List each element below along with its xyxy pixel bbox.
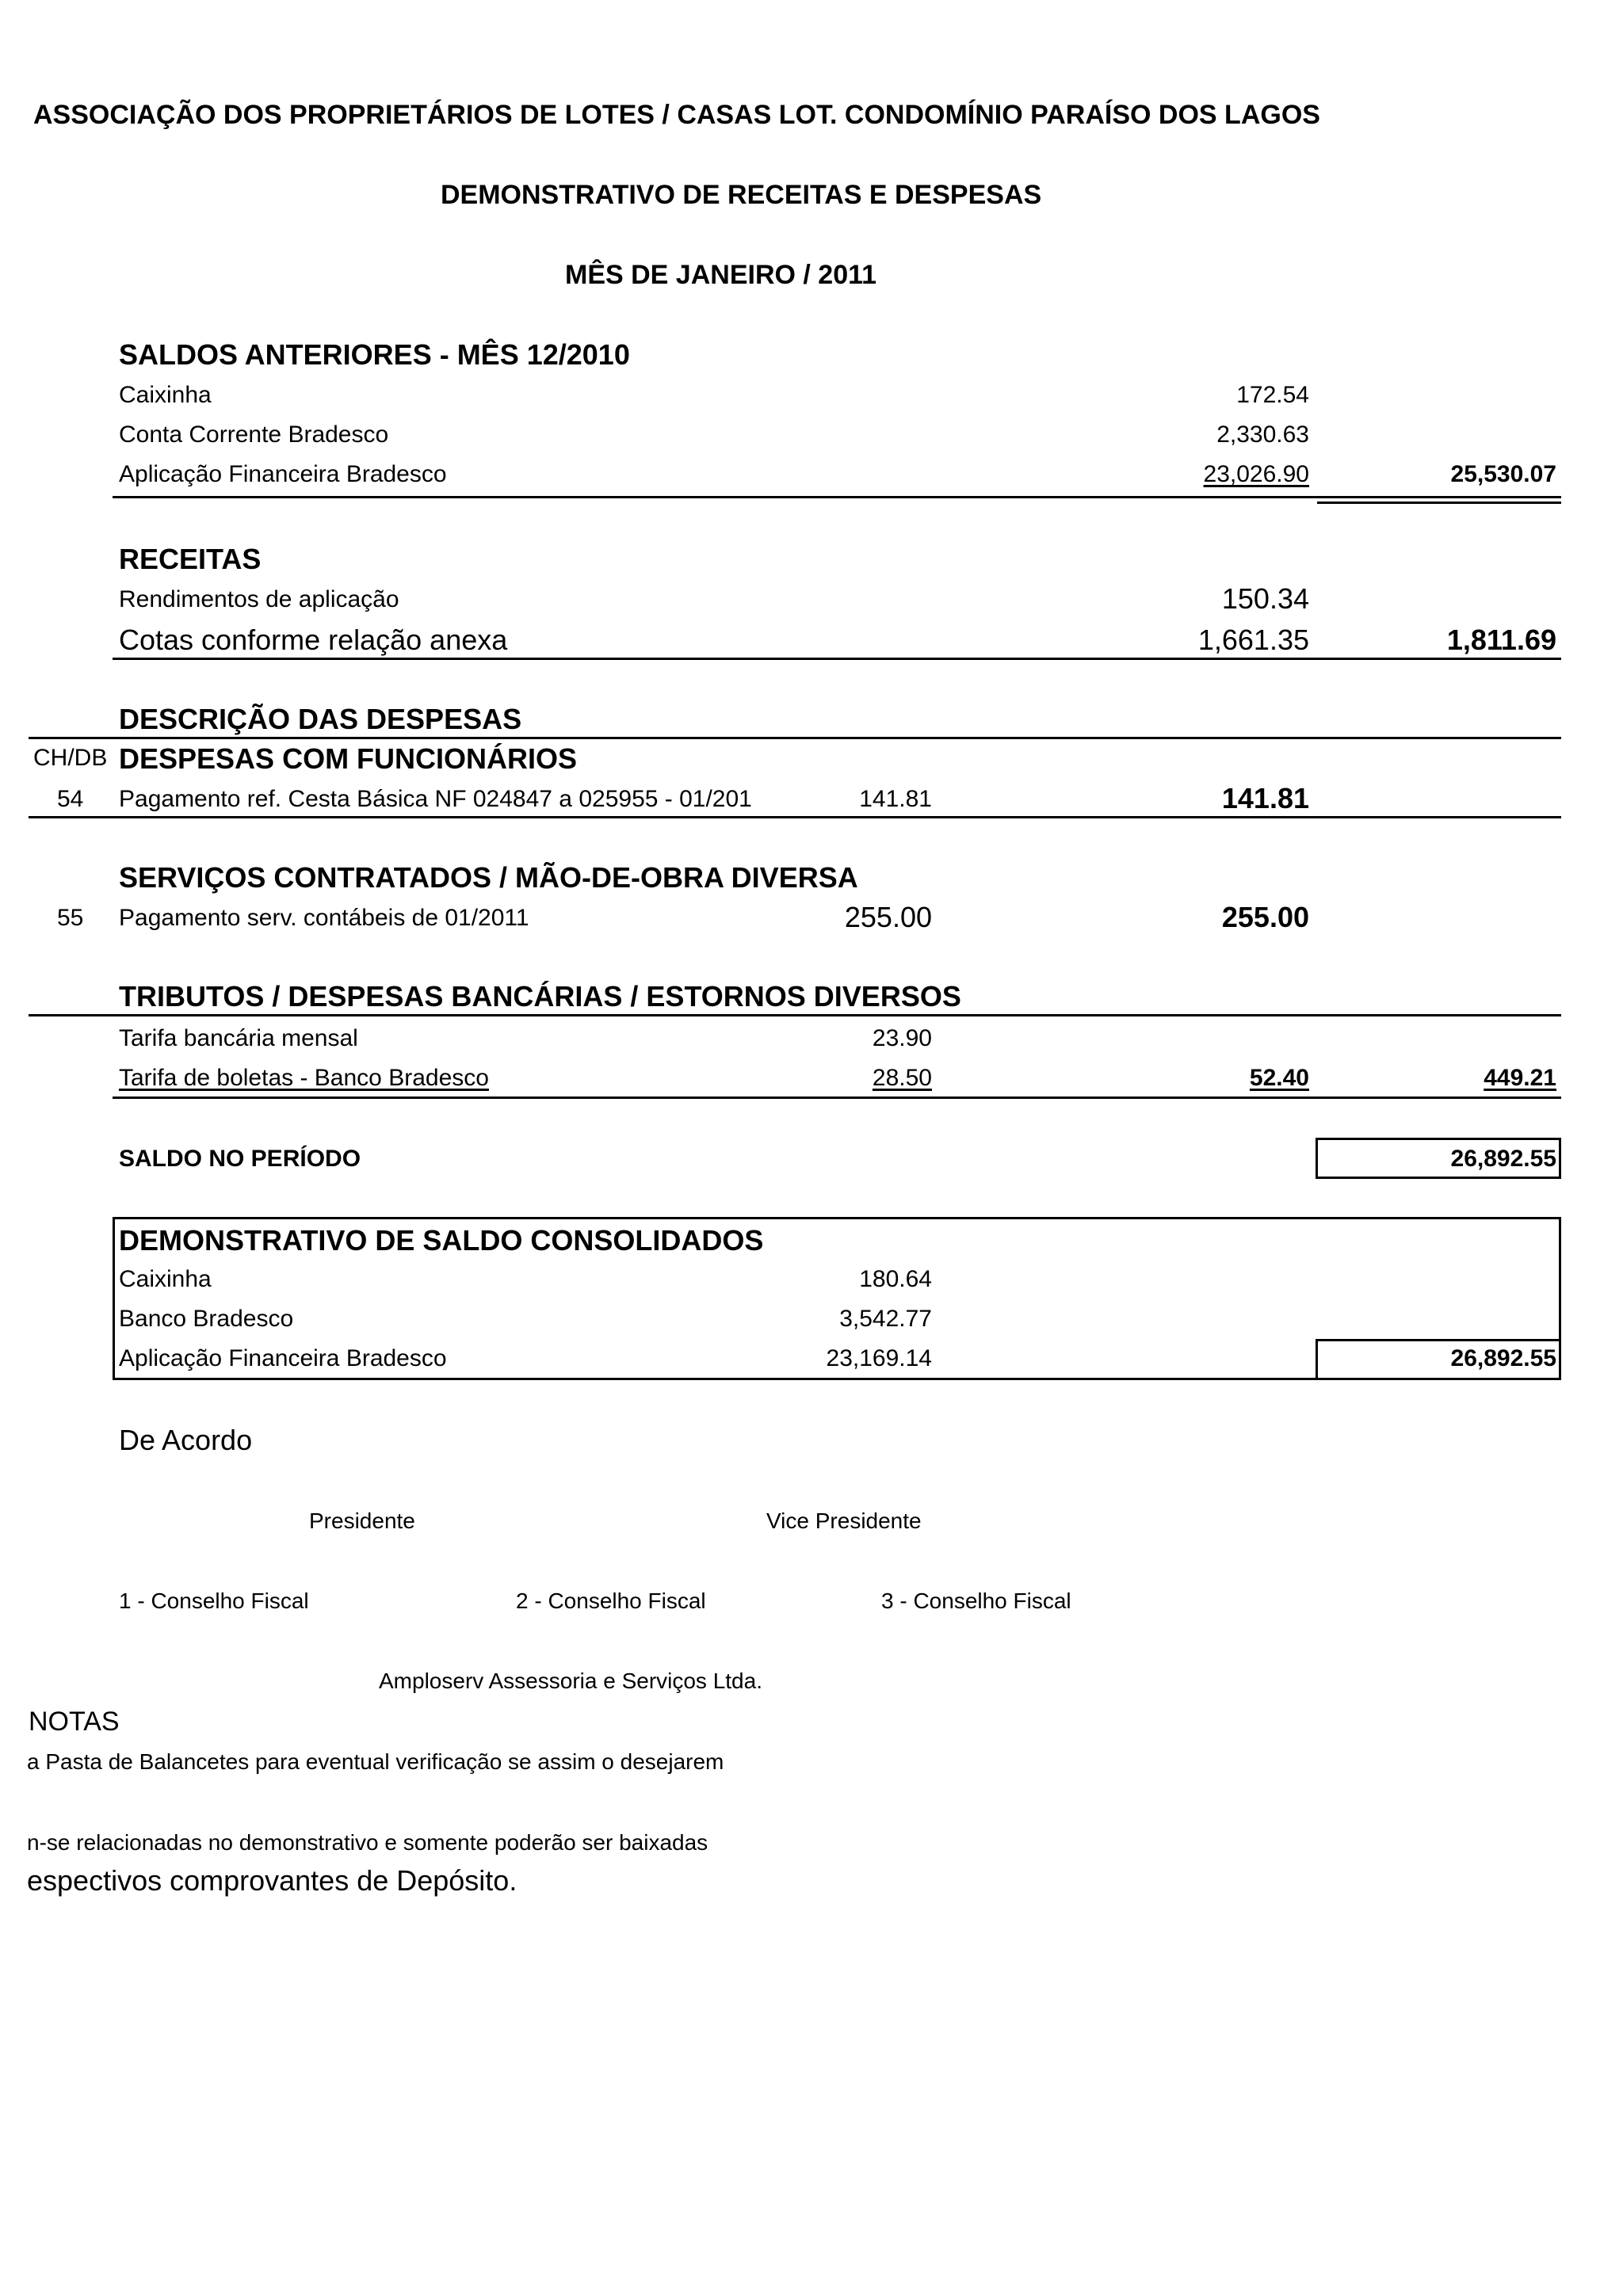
- tributos-subtotal: 52.40: [1249, 1065, 1309, 1091]
- vice-presidente-signature-label: Vice Presidente: [766, 1508, 922, 1533]
- receita-cotas-value: 1,661.35: [1197, 624, 1309, 656]
- consolidado-aplicacao-label: Aplicação Financeira Bradesco: [119, 1345, 447, 1371]
- funcionarios-title: DESPESAS COM FUNCIONÁRIOS: [119, 742, 578, 775]
- consolidado-banco-label: Banco Bradesco: [119, 1306, 294, 1332]
- servicos-amount: 255.00: [844, 901, 932, 933]
- consolidado-title: DEMONSTRATIVO DE SALDO CONSOLIDADOS: [119, 1224, 764, 1257]
- tarifa-boletas-amount: 28.50: [872, 1065, 932, 1091]
- consolidado-caixinha-label: Caixinha: [119, 1266, 212, 1292]
- funcionarios-ch: 54: [57, 786, 84, 812]
- saldos-total-double-line-2: [1317, 502, 1561, 504]
- consolidado-aplicacao-value: 23,169.14: [826, 1345, 932, 1371]
- org-name: ASSOCIAÇÃO DOS PROPRIETÁRIOS DE LOTES / CASAS LOT. CONDOMÍNIO PARAÍSO DOS LAGOS: [33, 100, 1320, 130]
- despesas-divider: [29, 737, 1561, 739]
- tributos-bottom-divider: [113, 1097, 1561, 1099]
- notas-line-2: n-se relacionadas no demonstrativo e somente poderão ser baixadas: [27, 1830, 708, 1855]
- servicos-ch: 55: [57, 905, 84, 931]
- saldo-conta-corrente-value: 2,330.63: [1216, 421, 1309, 448]
- saldos-anteriores-title: SALDOS ANTERIORES - MÊS 12/2010: [119, 338, 630, 371]
- funcionarios-subtotal: 141.81: [1221, 782, 1309, 814]
- saldo-caixinha-label: Caixinha: [119, 382, 212, 408]
- de-acordo: De Acordo: [119, 1424, 253, 1456]
- servicos-subtotal: 255.00: [1221, 901, 1309, 933]
- saldos-divider: [113, 496, 1317, 498]
- consolidado-banco-value: 3,542.77: [839, 1306, 932, 1332]
- despesas-title: DESCRIÇÃO DAS DESPESAS: [119, 703, 522, 735]
- servicos-title: SERVIÇOS CONTRATADOS / MÃO-DE-OBRA DIVERSA: [119, 861, 858, 894]
- tarifa-boletas-label: Tarifa de boletas - Banco Bradesco: [119, 1065, 489, 1091]
- conselho-fiscal-1-label: 1 - Conselho Fiscal: [119, 1589, 309, 1613]
- funcionarios-divider: [29, 816, 1561, 818]
- consolidado-total: 26,892.55: [1450, 1345, 1556, 1371]
- receita-rendimentos-value: 150.34: [1221, 582, 1309, 615]
- saldos-anteriores-total: 25,530.07: [1450, 461, 1556, 487]
- servicos-desc: Pagamento serv. contábeis de 01/2011: [119, 905, 529, 931]
- notas-title: NOTAS: [29, 1707, 120, 1737]
- report-title: DEMONSTRATIVO DE RECEITAS E DESPESAS: [441, 180, 1042, 210]
- receitas-total: 1,811.69: [1446, 624, 1556, 656]
- tributos-title: TRIBUTOS / DESPESAS BANCÁRIAS / ESTORNOS DIVERSOS: [119, 980, 961, 1013]
- tributos-divider: [29, 1014, 1561, 1016]
- empresa-signature-label: Amploserv Assessoria e Serviços Ltda.: [379, 1669, 762, 1693]
- saldo-conta-corrente-label: Conta Corrente Bradesco: [119, 421, 389, 448]
- saldo-periodo-value: 26,892.55: [1450, 1146, 1556, 1172]
- notas-line-3: espectivos comprovantes de Depósito.: [27, 1864, 517, 1897]
- conselho-fiscal-3-label: 3 - Conselho Fiscal: [881, 1589, 1071, 1613]
- receita-cotas-label: Cotas conforme relação anexa: [119, 624, 508, 656]
- funcionarios-amount: 141.81: [859, 786, 932, 812]
- conselho-fiscal-2-label: 2 - Conselho Fiscal: [516, 1589, 706, 1613]
- notas-line-1: a Pasta de Balancetes para eventual verificação se assim o desejarem: [27, 1749, 724, 1774]
- report-period: MÊS DE JANEIRO / 2011: [565, 260, 877, 290]
- presidente-signature-label: Presidente: [309, 1508, 415, 1533]
- ch-db-header: CH/DB: [33, 745, 108, 771]
- saldo-aplicacao-label: Aplicação Financeira Bradesco: [119, 461, 447, 487]
- saldo-caixinha-value: 172.54: [1236, 382, 1309, 408]
- tarifa-mensal-amount: 23.90: [872, 1025, 932, 1051]
- tarifa-mensal-label: Tarifa bancária mensal: [119, 1025, 358, 1051]
- receitas-title: RECEITAS: [119, 543, 262, 575]
- receitas-divider: [113, 658, 1561, 660]
- saldos-total-double-line-1: [1317, 496, 1561, 498]
- saldo-periodo-label: SALDO NO PERÍODO: [119, 1146, 361, 1172]
- consolidado-caixinha-value: 180.64: [859, 1266, 932, 1292]
- despesas-total: 449.21: [1484, 1065, 1556, 1091]
- saldo-aplicacao-value: 23,026.90: [1203, 461, 1309, 487]
- funcionarios-desc: Pagamento ref. Cesta Básica NF 024847 a 025955 - 01/201: [119, 788, 752, 811]
- receita-rendimentos-label: Rendimentos de aplicação: [119, 586, 399, 612]
